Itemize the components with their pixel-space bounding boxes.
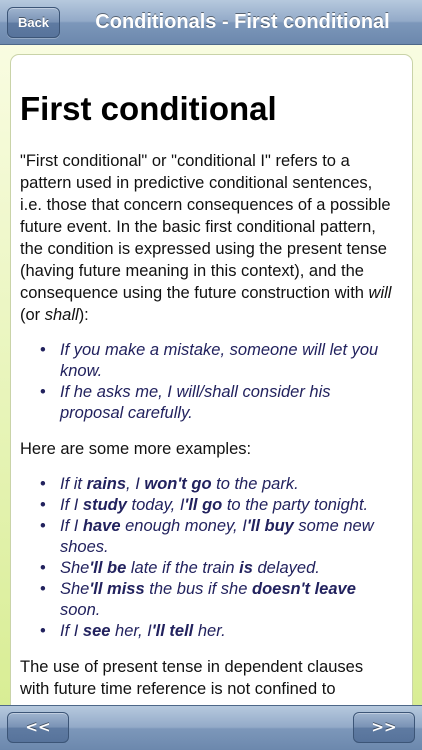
emphasis-bold: 'll go — [184, 496, 223, 514]
list-item — [60, 558, 396, 579]
emphasis-bold: 'll miss — [89, 580, 145, 598]
list-item — [60, 474, 396, 495]
text-run: some new shoes. — [60, 517, 374, 556]
text-run: If I — [60, 517, 83, 535]
text-run: today, I — [126, 496, 185, 514]
emphasis-bold: have — [82, 517, 121, 535]
emphasis-bold: won't go — [144, 475, 212, 493]
text-run: to the party tonight. — [222, 496, 369, 514]
text-run: If it — [60, 475, 87, 493]
text-run: She — [60, 580, 90, 598]
content-card[interactable] — [10, 54, 413, 714]
bottom-toolbar — [0, 705, 422, 750]
text-run: If I — [60, 496, 83, 514]
emphasis-italic: shall — [44, 306, 79, 324]
back-button[interactable]: Back — [7, 7, 60, 38]
emphasis-bold: 'll be — [89, 559, 127, 577]
emphasis-bold: study — [82, 496, 127, 514]
emphasis-bold: is — [239, 559, 253, 577]
text-run: to the park. — [211, 475, 299, 493]
emphasis-bold: doesn't leave — [251, 580, 356, 598]
more-examples-list — [20, 474, 396, 642]
emphasis-bold: see — [82, 622, 111, 640]
text-run: (or — [20, 306, 45, 324]
text-run: delayed. — [252, 559, 320, 577]
list-item — [60, 382, 396, 424]
text-run: If I — [60, 622, 83, 640]
basic-examples-list — [20, 340, 396, 424]
more-examples-intro: Here are some more examples: — [20, 440, 252, 458]
navigation-bar — [0, 0, 422, 45]
emphasis-bold: 'll tell — [151, 622, 194, 640]
list-item — [60, 516, 396, 558]
list-item — [60, 495, 396, 516]
emphasis-bold: rains — [86, 475, 127, 493]
text-run: She — [60, 559, 90, 577]
list-item — [60, 621, 396, 642]
list-item — [60, 340, 396, 382]
article-heading: First conditional — [20, 90, 277, 127]
text-run: her. — [193, 622, 226, 640]
emphasis-bold: 'll buy — [246, 517, 294, 535]
text-run: the bus if she — [144, 580, 252, 598]
text-run: her, I — [110, 622, 152, 640]
next-page-button[interactable]: >> — [353, 712, 415, 743]
emphasis-italic: will — [368, 284, 392, 302]
text-run: If you make a mistake, someone will let you know. — [60, 341, 379, 380]
page-title: Conditionals - First conditional — [95, 11, 390, 33]
closing-paragraph: The use of present tense in dependent clauses with future time reference is not confined to — [20, 658, 364, 698]
text-run: ): — [78, 306, 89, 324]
text-run: soon. — [60, 601, 101, 619]
intro-paragraph — [20, 150, 396, 326]
text-run: "First conditional" or "conditional I" refers to a pattern used in predictive conditional sentences, i.e. those that concern consequences of a possible future event. In the basic first conditional pattern, the condition is expressed using the present tense (having future meaning in this context), and the consequence using the future construction with — [20, 152, 391, 302]
previous-page-button[interactable]: << — [7, 712, 69, 743]
list-item — [60, 579, 396, 621]
text-run: If he asks me, I will/shall consider his proposal carefully. — [60, 383, 331, 422]
text-run: late if the train — [126, 559, 240, 577]
article — [11, 55, 412, 700]
text-run: enough money, I — [120, 517, 247, 535]
text-run: , I — [126, 475, 145, 493]
